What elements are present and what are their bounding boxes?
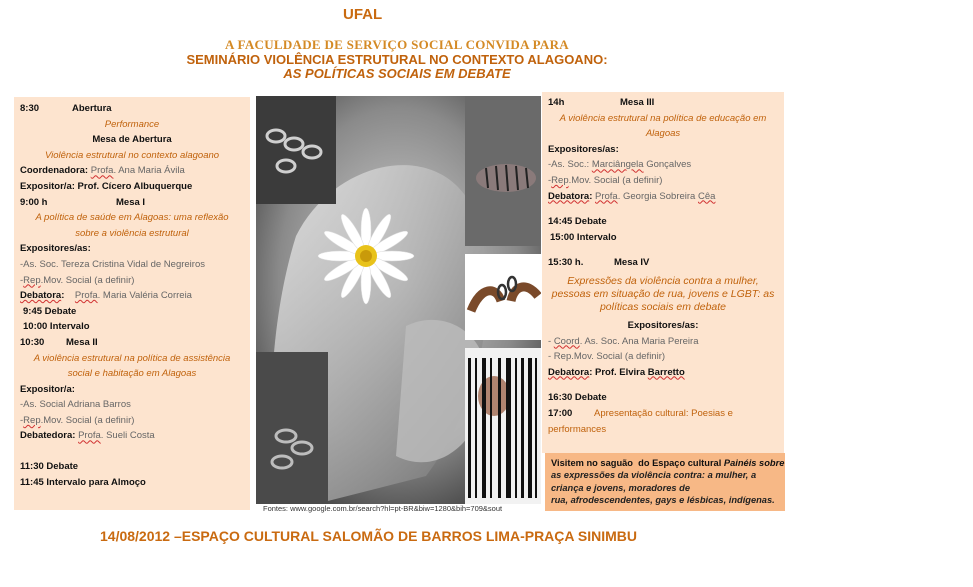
program-line [20, 273, 244, 289]
session-label: Mesa I [116, 196, 146, 208]
program-line [20, 163, 244, 179]
person-name: . Maria Valéria Correia [97, 290, 192, 302]
program-line: -As. Soc. Tereza Cristina Vidal de Negreiros [20, 258, 205, 270]
coord-abbrev: Coord [553, 335, 580, 347]
program-line: 15:00 Intervalo [550, 231, 617, 243]
program-line [20, 195, 244, 211]
title-abbrev: Profa [90, 165, 114, 177]
notice-line [551, 457, 785, 469]
person-name: .Mov. Social (a definir) [568, 174, 663, 186]
title-abbrev: Profa [78, 430, 101, 442]
dash: - [548, 174, 552, 186]
dash: - [548, 335, 554, 347]
person-name: . Ana Maria Ávila [113, 165, 185, 177]
program-line: Expositores/as: [548, 143, 619, 155]
program-line: 16:30 Debate [548, 392, 607, 404]
program-line: Expositores/as: [20, 243, 91, 255]
time: 8:30 [20, 103, 40, 114]
session-label: Abertura [72, 103, 112, 114]
notice-line: as expressões da violência contra: a mulher, a [551, 470, 757, 481]
date-venue-footer: 14/08/2012 –ESPAÇO CULTURAL SALOMÃO DE BARROS LIMA-PRAÇA SINIMBU [100, 528, 637, 544]
program-line: - Rep.Mov. Social (a definir) [548, 351, 666, 363]
afternoon-program-panel [542, 92, 784, 453]
collage-image [256, 96, 541, 504]
program-line: A violência estrutural na política de assistência [33, 352, 231, 364]
title-abbrev: -As. Soc.: [548, 159, 592, 171]
role-label: Coordenadora: [20, 165, 89, 177]
dash: - [20, 274, 24, 286]
spacer [548, 380, 778, 390]
program-line: Performance [104, 118, 160, 130]
program-line: Violência estrutural no contexto alagoano [44, 149, 220, 161]
program-line [548, 406, 778, 422]
time: 14h [548, 97, 565, 108]
title-abbrev: Profa [74, 290, 98, 302]
program-line [20, 335, 244, 351]
program-line [548, 189, 778, 205]
person-name: . Sueli Costa [100, 430, 155, 442]
session-label: Mesa IV [614, 257, 650, 269]
spacer [548, 204, 778, 214]
rep-abbrev: Rep [551, 174, 569, 186]
role-label: Debatedora: [20, 430, 79, 442]
role-label: Debatora [20, 290, 62, 302]
program-line: Expressões da violência contra a mulher, pessoas em situação de rua, jovens e LGBT: as políticas sociais em debate [551, 274, 775, 313]
person-surname: Gonçalves [643, 159, 692, 171]
morning-program-panel [14, 97, 250, 510]
person-surname: Barretto [647, 366, 685, 378]
program-line: Expositores/as: [627, 319, 699, 331]
time: 15:30 h. [548, 257, 584, 269]
photo-collage [256, 96, 541, 504]
person-name: : Prof. Elvira [589, 366, 648, 378]
time: 17:00 [548, 407, 573, 419]
program-line [20, 288, 244, 304]
session-label: Mesa III [620, 97, 655, 108]
ufal-heading: UFAL [343, 6, 383, 23]
program-line: 11:45 Intervalo para Almoço [20, 476, 146, 488]
colon: : [589, 190, 595, 202]
seminar-title-line1: SEMINÁRIO VIOLÊNCIA ESTRUTURAL NO CONTEXTO ALAGOANO: [186, 52, 608, 67]
image-source-credit: Fontes: www.google.com.br/search?hl=pt-BR&biw=1280&bih=709&sout [263, 504, 503, 513]
program-line: A violência estrutural na política de educação em [559, 112, 767, 124]
program-line [548, 95, 778, 111]
program-line: 9:45 Debate [23, 305, 77, 317]
program-line: social e habitação em Alagoas [67, 368, 197, 380]
notice-line: criança e jovens, moradores de [551, 482, 690, 493]
program-line: Mesa de Abertura [92, 134, 172, 146]
program-line: 10:00 Intervalo [23, 321, 90, 333]
time: 10:30 [20, 336, 45, 348]
program-line [548, 157, 778, 173]
chained-hands-photo [256, 352, 328, 504]
person-name: . Georgia Sobreira [617, 190, 698, 202]
program-line [20, 413, 244, 429]
invite-line: A FACULDADE DE SERVIÇO SOCIAL CONVIDA PARA [225, 37, 569, 52]
person-surname: Cêa [697, 190, 716, 202]
program-line [548, 255, 778, 271]
program-line: performances [548, 423, 607, 435]
program-line: Expositor/a: Prof. Cícero Albuquerque [20, 180, 193, 192]
program-line: 11:30 Debate [20, 461, 79, 473]
person-name: .Mov. Social (a definir) [40, 414, 135, 426]
session-label: Apresentação cultural: Poesias e [594, 407, 733, 419]
session-label: Mesa II [66, 336, 98, 348]
notice-line: rua, afrodescendentes, gays e lésbicas, indígenas. [551, 495, 775, 506]
person-name: .Mov. Social (a definir) [40, 274, 135, 286]
time: 9:00 h [20, 196, 48, 208]
title-abbrev: Profa [595, 190, 618, 202]
dash: - [20, 414, 24, 426]
program-line [548, 365, 778, 381]
program-line [20, 101, 244, 117]
program-line: -As. Social Adriana Barros [20, 399, 131, 411]
program-line: 14:45 Debate [548, 216, 607, 228]
colon: : [61, 290, 75, 302]
program-line: Alagoas [645, 128, 681, 140]
role-label: Debatora [548, 190, 590, 202]
notice-emphasis: Painéis sobre [723, 458, 785, 468]
program-line: sobre a violência estrutural [75, 227, 189, 239]
exhibit-notice-box [545, 453, 785, 511]
program-line [548, 173, 778, 189]
rep-abbrev: Rep [23, 274, 41, 286]
program-line: A política de saúde em Alagoas: uma reflexão [35, 212, 229, 224]
spacer [548, 245, 778, 255]
program-line: Expositor/a: [20, 383, 75, 395]
spacer [20, 444, 244, 459]
rep-abbrev: Rep [23, 414, 41, 426]
program-line [20, 428, 244, 444]
person-name: Marciângela [591, 159, 644, 171]
person-name: . As. Soc. Ana Maria Pereira [579, 335, 699, 347]
program-line [548, 334, 778, 350]
seminar-title-line2: AS POLÍTICAS SOCIAIS EM DEBATE [283, 66, 511, 81]
role-label: Debatora [548, 366, 590, 378]
notice-text: Visitem no saguão do Espaço cultural [551, 458, 724, 468]
